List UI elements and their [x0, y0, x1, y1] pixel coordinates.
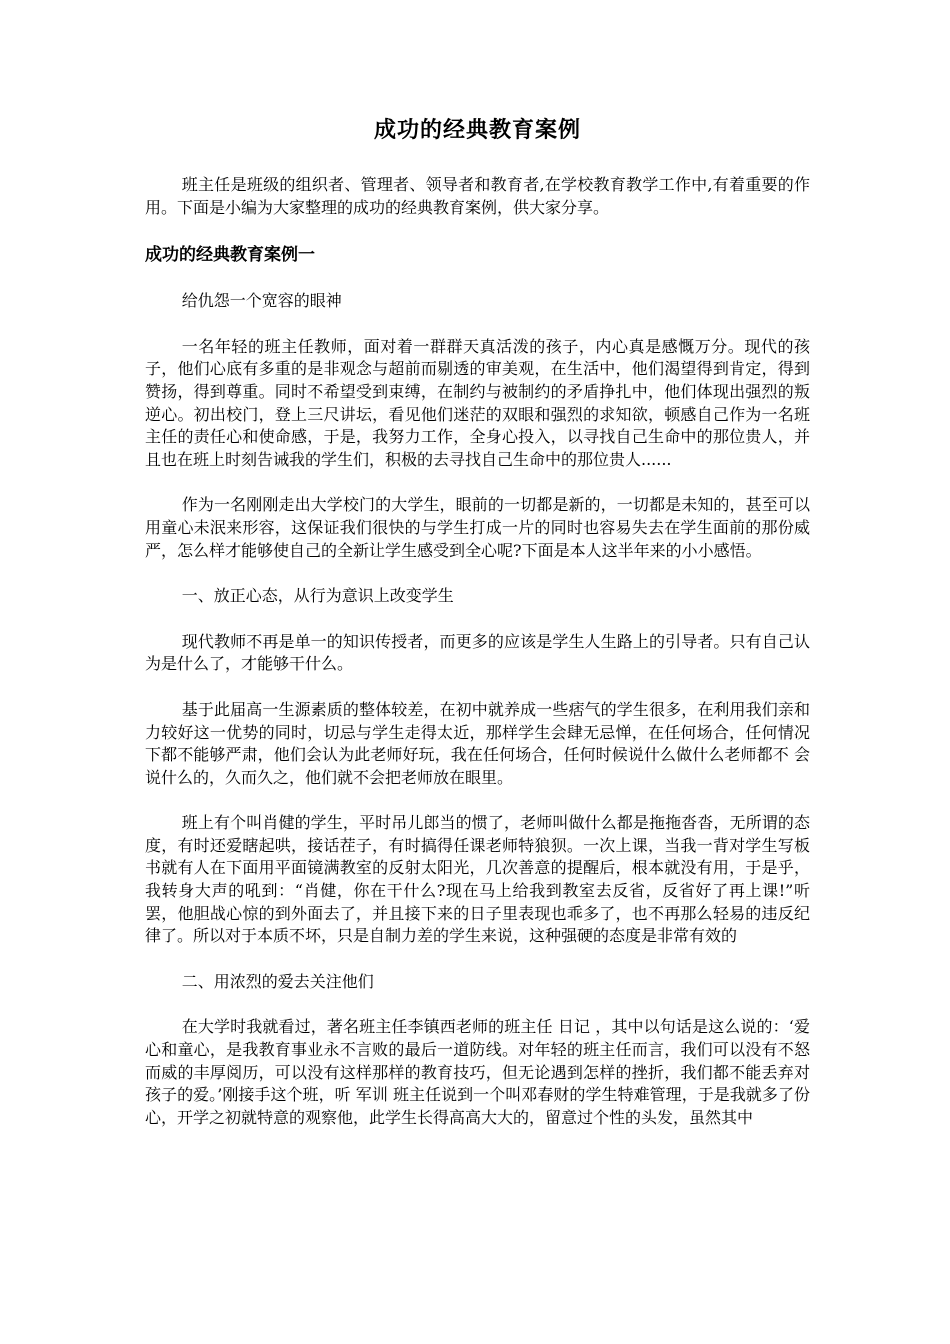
document-title: 成功的经典教育案例: [373, 118, 581, 143]
subtitle-paragraph: 给仇怨一个宽容的眼神: [181, 291, 342, 311]
body-paragraph: 作为一名刚刚走出大学校门的大学生，眼前的一切都是新的，一切都是未知的，甚至可以用童心未泯来形容，这保证我们很快的与学生打成一片的同时也容易失去在学生面前的那份威严，怎么样才能够使自己的全新让学生感受到全心呢?下面是本人这半年来的小小感悟。: [145, 495, 810, 560]
document-page: [145, 112, 810, 1129]
body-paragraph: 基于此届高一生源素质的整体较差，在初中就养成一些痞气的学生很多，在利用我们亲和力较好这一优势的同时，切忌与学生走得太近，那样学生会肆无忌惮，在任何场合，任何情况下都不能够严肃，他们会认为此老师好玩，我在任何场合，任何时候说什么做什么老师都不 会说什么的，久而久之，他们就不会把老师放在眼里。: [145, 699, 810, 787]
point-heading-paragraph: 二、用浓烈的爱去关注他们: [181, 971, 374, 991]
section-heading: 成功的经典教育案例一: [145, 245, 315, 266]
body-paragraph: 现代教师不再是单一的知识传授者，而更多的应该是学生人生路上的引导者。只有自己认为是什么了，才能够干什么。: [145, 631, 810, 674]
intro-paragraph: 班主任是班级的组织者、管理者、领导者和教育者,在学校教育教学工作中,有着重要的作用。下面是小编为大家整理的成功的经典教育案例，供大家分享。: [145, 175, 810, 217]
point-heading-paragraph: 一、放正心态，从行为意识上改变学生: [181, 586, 454, 606]
body-paragraph: 班上有个叫肖健的学生，平时吊儿郎当的惯了，老师叫做什么都是拖拖沓沓，无所谓的态度，有时还爱瞎起哄，接话茬子，有时搞得任课老师特狼狈。一次上课，当我一背对学生写板书就有人在下面用平面镜满教室的反射太阳光，几次善意的提醒后，根本就没有用，于是乎，我转身大声的吼到：“肖健，你在干什么?现在马上给我到教室去反省，反省好了再上课!”听罢，他胆战心惊的到外面去了，并且接下来的日子里表现也乖多了，也不再那么轻易的违反纪律了。所以对于本质不坏，只是自制力差的学生来说，这种强硬的态度是非常有效的: [145, 813, 810, 946]
body-paragraph: 在大学时我就看过，著名班主任李镇西老师的班主任 日记 ，其中以句话是这么说的：‘爱心和童心，是我教育事业永不言败的最后一道防线。对年轻的班主任而言，我们可以没有不怒而威的丰厚阅历，可以没有这样那样的教育技巧，但无论遇到怎样的挫折，我们都不能丢弃对孩子的爱。’刚接手这个班，听 军训 班主任说到一个叫邓春财的学生特难管理，于是我就多了份心，开学之初就特意的观察他，此学生长得高高大大的，留意过个性的头发，虽然其中: [145, 1017, 810, 1127]
body-paragraph: 一名年轻的班主任教师，面对着一群群天真活泼的孩子，内心真是感慨万分。现代的孩子，他们心底有多重的是非观念与超前而剔透的审美观，在生活中，他们渴望得到肯定，得到赞扬，得到尊重。同时不希望受到束缚，在制约与被制约的矛盾挣扎中，他们体现出强烈的叛逆心。初出校门，登上三尺讲坛，看见他们迷茫的双眼和强烈的求知欲，顿感自己作为一名班主任的责任心和使命感，于是，我努力工作，全身心投入，以寻找自己生命中的那位贵人，并且也在班上时刻告诫我的学生们，积极的去寻找自己生命中的那位贵人......: [145, 336, 810, 469]
